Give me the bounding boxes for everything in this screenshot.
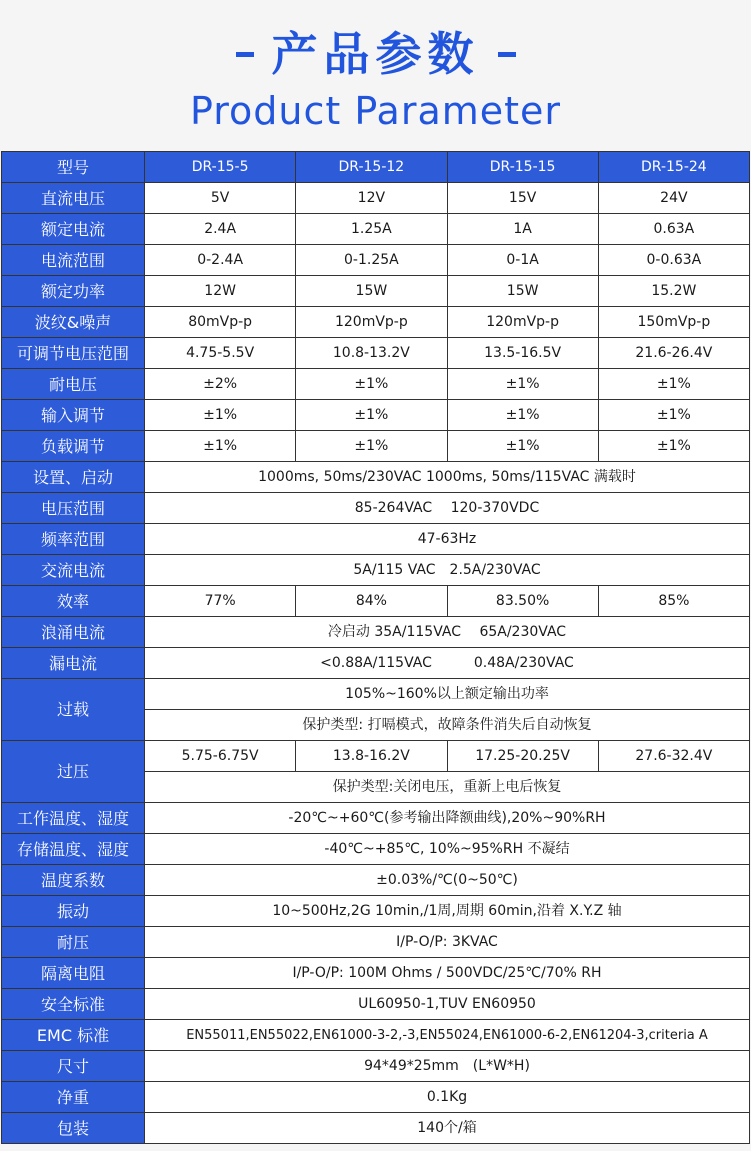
table-cell: 冷启动 35A/115VAC 65A/230VAC (145, 617, 750, 648)
table-cell: 0-1.25A (296, 245, 447, 276)
table-row (2, 1051, 750, 1082)
page-title-cn (0, 26, 751, 82)
table-cell: ±2% (145, 369, 296, 400)
row-label: 电压范围 (2, 493, 145, 524)
table-cell: 0.63A (598, 214, 749, 245)
table-cell: 120mVp-p (447, 307, 598, 338)
table-row (2, 834, 750, 865)
table-row (2, 1113, 750, 1144)
table-cell: 5A/115 VAC 2.5A/230VAC (145, 555, 750, 586)
table-cell: ±1% (296, 369, 447, 400)
table-cell: 5V (145, 183, 296, 214)
row-label: 工作温度、湿度 (2, 803, 145, 834)
row-label: 浪涌电流 (2, 617, 145, 648)
table-cell: <0.88A/115VAC 0.48A/230VAC (145, 648, 750, 679)
table-row (2, 1020, 750, 1051)
table-cell: ±1% (296, 431, 447, 462)
row-label: 过载 (2, 679, 145, 741)
table-cell: 保护类型: 打嗝模式，故障条件消失后自动恢复 (145, 710, 750, 741)
table-cell: 1000ms, 50ms/230VAC 1000ms, 50ms/115VAC 满载时 (145, 462, 750, 493)
table-cell: 21.6-26.4V (598, 338, 749, 369)
table-row (2, 400, 750, 431)
table-cell: I/P-O/P: 3KVAC (145, 927, 750, 958)
page-title-en: Product Parameter (189, 89, 562, 133)
table-cell: 15W (447, 276, 598, 307)
table-cell: ±1% (598, 369, 749, 400)
table-row (2, 989, 750, 1020)
table-cell: 12V (296, 183, 447, 214)
row-label: 设置、启动 (2, 462, 145, 493)
table-cell: 85-264VAC 120-370VDC (145, 493, 750, 524)
table-cell: 13.8-16.2V (296, 741, 447, 772)
table-cell: 85% (598, 586, 749, 617)
row-label: 振动 (2, 896, 145, 927)
table-cell: 10~500Hz,2G 10min,/1周,周期 60min,沿着 X.Y.Z 轴 (145, 896, 750, 927)
table-row (2, 338, 750, 369)
row-label: 直流电压 (2, 183, 145, 214)
table-cell: 77% (145, 586, 296, 617)
table-row (2, 958, 750, 989)
table-cell: 5.75-6.75V (145, 741, 296, 772)
row-label: 耐压 (2, 927, 145, 958)
table-row (2, 617, 750, 648)
table-row (2, 245, 750, 276)
table-cell: 27.6-32.4V (598, 741, 749, 772)
table-cell: 120mVp-p (296, 307, 447, 338)
table-cell: 15V (447, 183, 598, 214)
title-cn-text: 产品参数 (271, 27, 480, 81)
table-cell: 24V (598, 183, 749, 214)
row-label: 安全标准 (2, 989, 145, 1020)
table-cell: 4.75-5.5V (145, 338, 296, 369)
table-row-model (2, 152, 750, 183)
table-cell: 1.25A (296, 214, 447, 245)
table-cell: ±1% (296, 400, 447, 431)
table-row (2, 803, 750, 834)
table-row (2, 896, 750, 927)
table-cell: 0-0.63A (598, 245, 749, 276)
table-cell: ±1% (447, 369, 598, 400)
table-cell: 94*49*25mm (L*W*H) (145, 1051, 750, 1082)
table-row (2, 369, 750, 400)
table-cell: 80mVp-p (145, 307, 296, 338)
table-cell: 2.4A (145, 214, 296, 245)
table-cell: 83.50% (447, 586, 598, 617)
table-cell: 140个/箱 (145, 1113, 750, 1144)
row-label: EMC 标准 (2, 1020, 145, 1051)
row-label: 净重 (2, 1082, 145, 1113)
table-row (2, 927, 750, 958)
table-cell: ±1% (145, 400, 296, 431)
model-cell: DR-15-12 (296, 152, 447, 183)
model-cell: DR-15-24 (598, 152, 749, 183)
table-cell: 15.2W (598, 276, 749, 307)
row-label: 负载调节 (2, 431, 145, 462)
table-cell: UL60950-1,TUV EN60950 (145, 989, 750, 1020)
row-label: 型号 (2, 152, 145, 183)
table-cell: 保护类型:关闭电压，重新上电后恢复 (145, 772, 750, 803)
table-row (2, 741, 750, 772)
table-row (2, 586, 750, 617)
title-dash-right (498, 52, 516, 57)
row-label: 温度系数 (2, 865, 145, 896)
row-label: 耐电压 (2, 369, 145, 400)
table-row (2, 307, 750, 338)
table-cell: 84% (296, 586, 447, 617)
table-cell: ±1% (598, 431, 749, 462)
row-label: 电流范围 (2, 245, 145, 276)
row-label: 效率 (2, 586, 145, 617)
table-cell: ±1% (598, 400, 749, 431)
table-cell: 10.8-13.2V (296, 338, 447, 369)
table-row (2, 462, 750, 493)
table-row (2, 1082, 750, 1113)
table-cell: I/P-O/P: 100M Ohms / 500VDC/25℃/70% RH (145, 958, 750, 989)
table-cell: 17.25-20.25V (447, 741, 598, 772)
row-label: 包装 (2, 1113, 145, 1144)
page-header (0, 0, 751, 150)
table-row (2, 679, 750, 710)
table-cell: 0-2.4A (145, 245, 296, 276)
table-cell: 150mVp-p (598, 307, 749, 338)
table-row (2, 431, 750, 462)
table-cell: 47-63Hz (145, 524, 750, 555)
table-row (2, 214, 750, 245)
row-label: 交流电流 (2, 555, 145, 586)
row-label: 存储温度、湿度 (2, 834, 145, 865)
row-label: 漏电流 (2, 648, 145, 679)
table-row (2, 276, 750, 307)
table-row (2, 183, 750, 214)
table-cell: 105%~160%以上额定输出功率 (145, 679, 750, 710)
table-cell: 0-1A (447, 245, 598, 276)
table-row (2, 493, 750, 524)
table-row (2, 648, 750, 679)
model-cell: DR-15-15 (447, 152, 598, 183)
table-row (2, 524, 750, 555)
row-label: 尺寸 (2, 1051, 145, 1082)
row-label: 输入调节 (2, 400, 145, 431)
table-cell: -40℃~+85℃, 10%~95%RH 不凝结 (145, 834, 750, 865)
row-label: 频率范围 (2, 524, 145, 555)
row-label: 可调节电压范围 (2, 338, 145, 369)
table-row (2, 555, 750, 586)
table-cell: EN55011,EN55022,EN61000-3-2,-3,EN55024,EN61000-6-2,EN61204-3,criteria A (145, 1020, 750, 1051)
table-cell: ±1% (447, 400, 598, 431)
row-label: 波纹&噪声 (2, 307, 145, 338)
row-label: 额定功率 (2, 276, 145, 307)
table-cell: 15W (296, 276, 447, 307)
parameter-table (1, 151, 750, 1144)
row-label: 隔离电阻 (2, 958, 145, 989)
model-cell: DR-15-5 (145, 152, 296, 183)
table-row (2, 865, 750, 896)
row-label: 额定电流 (2, 214, 145, 245)
table-cell: ±1% (447, 431, 598, 462)
table-cell: 1A (447, 214, 598, 245)
table-cell: 12W (145, 276, 296, 307)
table-cell: -20℃~+60℃(参考输出降额曲线),20%~90%RH (145, 803, 750, 834)
table-cell: 0.1Kg (145, 1082, 750, 1113)
title-dash-left (236, 52, 254, 57)
table-cell: 13.5-16.5V (447, 338, 598, 369)
table-cell: ±1% (145, 431, 296, 462)
table-cell: ±0.03%/℃(0~50℃) (145, 865, 750, 896)
row-label: 过压 (2, 741, 145, 803)
